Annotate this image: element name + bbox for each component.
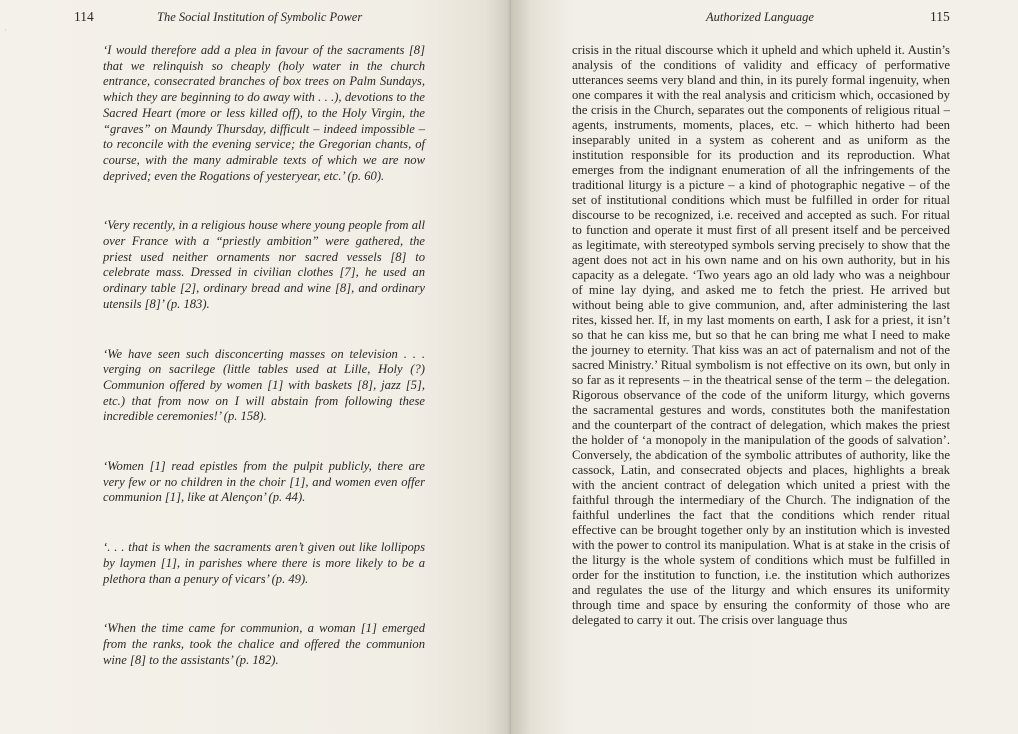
quotations-column — [103, 43, 425, 702]
right-running-head: Authorized Language — [706, 10, 814, 24]
left-page-number: 114 — [74, 9, 94, 24]
quote-5: ‘. . . that is when the sacraments aren’t given out like lollipops by laymen [1], in parishes where there is more likely to be a plethora than a penury of vicars’ (p. 49). — [103, 540, 425, 586]
quote-4: ‘Women [1] read epistles from the pulpit publicly, there are very few or no children in the choir [1], and women even offer communion [1], like at Alençon’ (p. 44). — [103, 459, 425, 505]
quote-1: ‘I would therefore add a plea in favour of the sacraments [8] that we relinquish so cheaply (holy water in the church entrance, consecrated branches of box trees on Palm Sundays, which they are beginning to do away with . . .), devotions to the Sacred Heart (more or less killed off), to the Holy Virgin, the “graves” on Maundy Thursday, difficult – indeed impossible – to reconcile with the evening service; the Gregorian chants, of course, with the many admirable texts of which we are now deprived; even the Rogations of yesteryear, etc.’ (p. 60). — [103, 43, 425, 183]
right-page-number: 115 — [930, 9, 950, 24]
quote-6: ‘When the time came for communion, a woman [1] emerged from the ranks, took the chalice and offered the communion wine [8] to the assistants’ (p. 182). — [103, 621, 425, 667]
body-paragraph: crisis in the ritual discourse which it upheld and which upheld it. Austin’s analysis of the conditions of validity and efficacy of performative utterances seems very bland and thin, in its purely formal ingenuity, when one compares it with the real analysis and criticism which, occasioned by the crisis in the Church, separates out the components of religious ritual – agents, instruments, moments, places, etc. – which hitherto had been inseparably united in a system as coherent and as uniform as the institution responsible for its production and its reproduction. What emerges from the indignant enumeration of all the infringements of the traditional liturgy is a picture – a kind of photographic negative – of the set of institutional conditions which must be fulfilled in order for ritual discourse to be recognized, i.e. received and accepted as such. For ritual to function and operate it must first of all present itself and be perceived as legitimate, with stereotyped symbols serving precisely to show that the agent does not act in his own name and on his own authority, but in his capacity as a delegate. ‘Two years ago an old lady who was a neighbour of mine lay dying, and asked me to fetch the priest. He arrived but without being able to give communion, and, after administering the last rites, kissed her. If, in my last moments on earth, I ask for a priest, it isn’t so that he can kiss me, but so that he can bring me what I need to make the journey to eternity. That kiss was an act of paternalism and not of the sacred Ministry.’ Ritual symbolism is not effective on its own, but only in so far as it represents – in the theatrical sense of the term – the delegation. Rigorous observance of the code of the uniform liturgy, which governs the sacramental gestures and words, constitutes both the manifestation and the counterpart of the contract of delegation, which makes the priest the holder of ‘a monopoly in the manipulation of the goods of salvation’. Conversely, the abdication of the symbolic attributes of authority, like the cassock, Latin, and consecrated objects and places, highlights a break with the ancient contract of delegation which united a priest with the faithful through the intermediary of the Church. The indignation of the faithful underlines the fact that the conditions which render ritual effective can be brought together only by an institution which is invested with the power to control its manipulation. What is at stake in the crisis of the liturgy is the whole system of conditions which must be fulfilled in order for the institution to function, i.e. the institution which authorizes and regulates the use of the liturgy and which ensures its uniformity through time and space by ensuring the conformity of those who are delegated to carry it out. The crisis over language thus — [572, 43, 950, 627]
left-page: · 114 The Social Institution of Symbolic Power ‘I would therefore add a plea in favour of the sacraments [8] that we relinquish so cheaply (holy water in the church entrance, consecrated branches of box trees on Palm Sundays, which they are beginning to do away with . . .), devotions to the Sacred Heart (more or less killed off), to the Holy Virgin, the “graves” on Maundy Thursday, difficult – indeed impossible – to reconcile with the evening service; the Gregorian chants, of course, with the many admirable texts of which we are now deprived; even the Rogations of yesteryear, etc.’ (p. 60). ‘Very recently, in a religious house where young people from all over France with a “priestly ambition” were gathered, the priest used neither ornaments nor sacred vessels [8] to celebrate mass. Dressed in civilian clothes [7], he used an ordinary table [2], ordinary bread and wine [8], and ordinary utensils [8]’ (p. 183). ‘We have seen such disconcerting masses on television . . . verging on sacrilege (little tables used at Lille, Holy (?) Communion offered by women [1] with baskets [8], jazz [5], etc.) that from now on I will abstain from following these incredible ceremonies!’ (p. 158). ‘Women [1] read epistles from the pulpit publicly, there are very few or no children in the choir [1], and women even offer communion [1], like at Alençon’ (p. 44). ‘. . . that is when the sacraments aren’t given out like lollipops by laymen [1], in parishes where there is more likely to be a plethora than a penury of vicars’ (p. 49). ‘When the time came for communion, a woman [1] emerged from the ranks, took the chalice and offered the communion wine [8] to the assistants’ (p. 182). — [0, 0, 511, 734]
left-running-head: The Social Institution of Symbolic Power — [157, 10, 363, 24]
quote-3: ‘We have seen such disconcerting masses on television . . . verging on sacrilege (little tables used at Lille, Holy (?) Communion offered by women [1] with baskets [8], jazz [5], etc.) that from now on I will abstain from following these incredible ceremonies!’ (p. 158). — [103, 346, 425, 424]
body-text-column — [572, 43, 950, 628]
right-page — [511, 0, 1018, 734]
quote-2: ‘Very recently, in a religious house where young people from all over France with a “priestly ambition” were gathered, the priest used neither ornaments nor sacred vessels [8] to celebrate mass. Dressed in civilian clothes [7], he used an ordinary table [2], ordinary bread and wine [8], and ordinary utensils [8]’ (p. 183). — [103, 218, 425, 311]
